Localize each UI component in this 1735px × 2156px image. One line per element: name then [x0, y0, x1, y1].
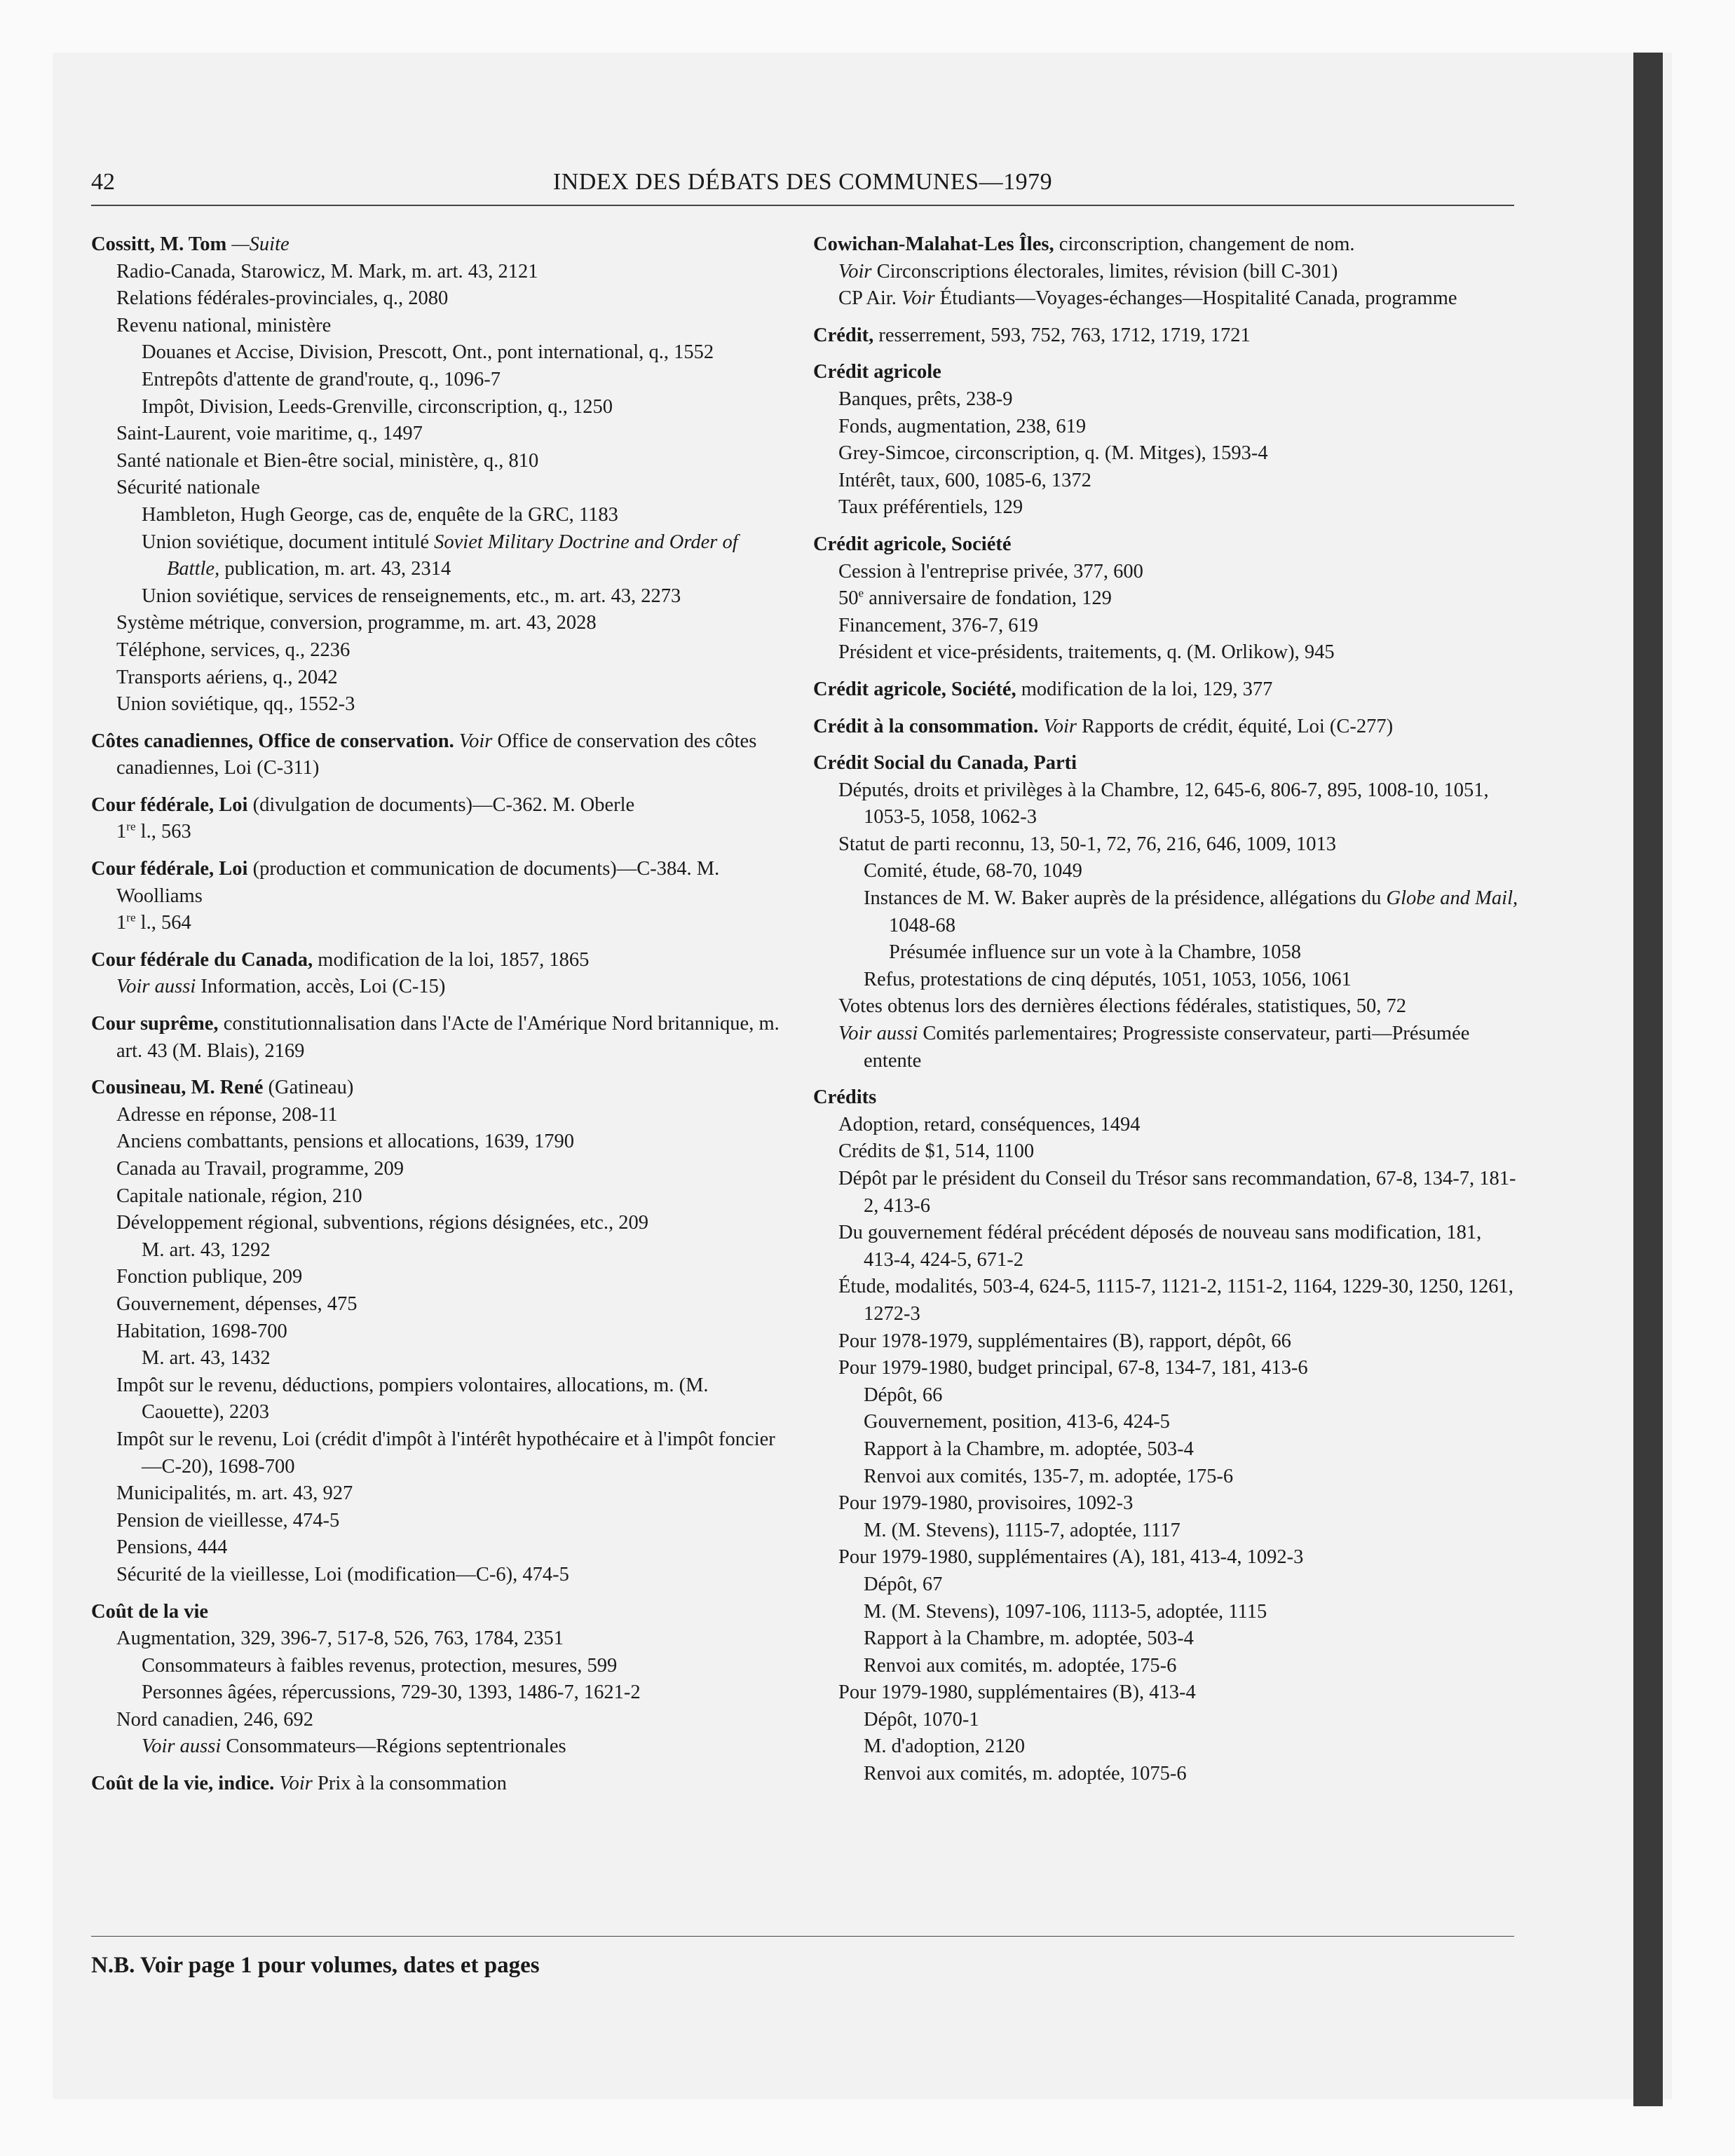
entry-subline	[91, 421, 792, 448]
entry-text: 1	[116, 821, 127, 843]
entry-text: Consommateurs—Régions septentrionales	[221, 1735, 566, 1758]
entry-heading	[91, 1074, 792, 1102]
entry-text: Comité, étude, 68-70, 1049	[864, 860, 1082, 882]
entry-text: Statut de parti reconnu, 13, 50-1, 72, 76, 216, 646, 1009, 1013	[838, 833, 1337, 855]
entry-heading	[813, 231, 1521, 259]
entry-text: Impôt, Division, Leeds-Grenville, circonscription, q., 1250	[142, 395, 613, 418]
entry-subline	[91, 1679, 792, 1707]
entry-text: Union soviétique, document intitulé	[142, 531, 435, 553]
entry-text: Cour suprême,	[91, 1013, 219, 1035]
entry-subline	[813, 1409, 1521, 1436]
entry-subline	[91, 1128, 792, 1156]
entry-text	[454, 730, 459, 752]
entry-text: re	[126, 819, 136, 833]
entry-text: Pour 1979-1980, supplémentaires (B), 413-4	[838, 1681, 1196, 1704]
entry-text: Pour 1979-1980, supplémentaires (A), 181, 413-4, 1092-3	[838, 1546, 1304, 1569]
entry-subline	[813, 858, 1521, 885]
entry-text: Capitale nationale, région, 210	[116, 1185, 362, 1207]
entry-text: l., 563	[135, 821, 191, 843]
entry-subline	[813, 1544, 1521, 1571]
entry-subline	[813, 1382, 1521, 1410]
entry-text: Union soviétique, services de renseignements, etc., m. art. 43, 2273	[142, 585, 681, 607]
entry-heading	[813, 750, 1521, 777]
entry-text: (production et communication de documents)—C-384. M. Woolliams	[116, 858, 720, 907]
entry-text: circonscription, changement de nom.	[1054, 233, 1355, 255]
entry-subline	[813, 885, 1521, 939]
entry-text: Crédit Social du Canada, Parti	[813, 752, 1077, 775]
entry-text: Crédits de $1, 514, 1100	[838, 1140, 1035, 1163]
entry-subline	[813, 1166, 1521, 1220]
index-entry	[91, 1074, 792, 1588]
index-entry	[813, 322, 1521, 350]
entry-text: Rapport à la Chambre, m. adoptée, 503-4	[864, 1438, 1194, 1460]
entry-text: Renvoi aux comités, m. adoptée, 1075-6	[864, 1763, 1187, 1785]
entry-text: Habitation, 1698-700	[116, 1320, 287, 1342]
index-entry	[813, 1084, 1521, 1787]
index-entry	[91, 947, 792, 1001]
entry-text: M. art. 43, 1432	[142, 1347, 271, 1370]
entry-heading	[91, 1770, 792, 1798]
entry-subline	[813, 993, 1521, 1021]
entry-subline	[91, 367, 792, 394]
entry-subline	[91, 1156, 792, 1183]
entry-subline	[813, 1464, 1521, 1491]
entry-text: Voir	[279, 1773, 313, 1795]
entry-subline	[813, 1653, 1521, 1680]
entry-text: Voir aussi	[838, 1023, 918, 1045]
entry-subline	[813, 639, 1521, 667]
entry-text: Soviet Military Doctrine and Order of Battle,	[167, 531, 738, 580]
entry-text: Santé nationale et Bien-être social, ministère, q., 810	[116, 449, 539, 472]
entry-subline	[91, 610, 792, 637]
entry-text: Crédit agricole, Société,	[813, 678, 1016, 700]
entry-text: M. art. 43, 1292	[142, 1239, 271, 1261]
entry-heading	[91, 728, 792, 782]
entry-text: Fonds, augmentation, 238, 619	[838, 415, 1087, 437]
entry-text: e	[858, 586, 864, 600]
entry-text: Grey-Simcoe, circonscription, q. (M. Mitges), 1593-4	[838, 442, 1268, 465]
entry-subline	[813, 1021, 1521, 1074]
entry-text: Renvoi aux comités, 135-7, m. adoptée, 175-6	[864, 1465, 1234, 1487]
entry-text: Radio-Canada, Starowicz, M. Mark, m. art. 43, 2121	[116, 260, 538, 282]
header-rule	[91, 205, 1514, 206]
entry-text: Prix à la consommation	[312, 1773, 507, 1795]
entry-text: Adoption, retard, conséquences, 1494	[838, 1113, 1141, 1135]
entry-subline	[813, 1220, 1521, 1274]
entry-subline	[813, 777, 1521, 831]
entry-text: Dépôt, 67	[864, 1573, 943, 1595]
page-title: INDEX DES DÉBATS DES COMMUNES—1979	[552, 169, 1053, 195]
entry-text: Circonscriptions électorales, limites, révision (bill C-301)	[871, 260, 1338, 282]
entry-text: Voir aussi	[116, 976, 196, 998]
index-entry	[91, 728, 792, 782]
entry-text: Crédit,	[813, 324, 874, 346]
entry-text: Personnes âgées, répercussions, 729-30, 1393, 1486-7, 1621-2	[142, 1681, 641, 1704]
entry-text: Adresse en réponse, 208-11	[116, 1103, 338, 1126]
entry-subline	[813, 1761, 1521, 1788]
entry-text: Dépôt par le président du Conseil du Trésor sans recommandation, 67-8, 134-7, 181-2, 413-6	[838, 1168, 1516, 1217]
entry-text: Nord canadien, 246, 692	[116, 1708, 313, 1731]
entry-subline	[813, 259, 1521, 286]
entry-text: Présumée influence sur un vote à la Chambre, 1058	[889, 941, 1302, 964]
entry-text: Globe and Mail,	[1386, 887, 1518, 910]
entry-text: 1048-68	[889, 914, 955, 936]
entry-text: Crédit agricole	[813, 361, 941, 383]
entry-subline	[813, 386, 1521, 414]
entry-subline	[91, 502, 792, 529]
entry-text: Crédits	[813, 1086, 877, 1109]
entry-text: Coût de la vie, indice.	[91, 1773, 275, 1795]
entry-subline	[813, 559, 1521, 586]
entry-subline	[91, 583, 792, 610]
entry-subline	[91, 529, 792, 583]
entry-text: Voir	[838, 260, 872, 282]
entry-text: Cousineau, M. René	[91, 1077, 264, 1099]
entry-text: Du gouvernement fédéral précédent déposés de nouveau sans modification, 181, 413-4, 424-5, 671-2	[838, 1222, 1482, 1271]
index-entry	[813, 231, 1521, 313]
entry-heading	[813, 1084, 1521, 1112]
entry-subline	[813, 440, 1521, 468]
entry-subline	[813, 1679, 1521, 1707]
entry-text: Hambleton, Hugh George, cas de, enquête de la GRC, 1183	[142, 503, 618, 526]
entry-heading	[813, 714, 1521, 741]
entry-text: Cour fédérale, Loi	[91, 793, 248, 816]
entry-text: Information, accès, Loi (C-15)	[196, 976, 446, 998]
index-column-right	[813, 231, 1521, 1798]
index-column-left	[91, 231, 792, 1808]
entry-text: Pour 1979-1980, budget principal, 67-8, 134-7, 181, 413-6	[838, 1357, 1308, 1379]
entry-text: Cossitt, M. Tom	[91, 233, 232, 255]
entry-subline	[813, 613, 1521, 640]
entry-text: constitutionnalisation dans l'Acte de l'Amérique Nord britannique, m. art. 43 (M. Blais), 2169	[116, 1013, 780, 1062]
entry-text: Augmentation, 329, 396-7, 517-8, 526, 763, 1784, 2351	[116, 1628, 564, 1650]
page-number: 42	[91, 169, 115, 195]
entry-text: M. d'adoption, 2120	[864, 1735, 1025, 1758]
entry-text: Taux préférentiels, 129	[838, 496, 1023, 519]
entry-text: M. (M. Stevens), 1115-7, adoptée, 1117	[864, 1519, 1181, 1541]
entry-text: Impôt sur le revenu, Loi (crédit d'impôt à l'intérêt hypothécaire et à l'impôt foncier—C-20), 1698-700	[116, 1428, 775, 1478]
entry-subline	[91, 339, 792, 367]
entry-text: Cour fédérale du Canada,	[91, 948, 313, 971]
entry-text: Crédit agricole, Société	[813, 533, 1012, 555]
entry-subline	[91, 1372, 792, 1426]
entry-text: Fonction publique, 209	[116, 1266, 303, 1288]
entry-heading	[91, 231, 792, 259]
entry-subline	[91, 1426, 792, 1480]
index-entry	[813, 359, 1521, 521]
entry-subline	[91, 1345, 792, 1372]
entry-text: M. (M. Stevens), 1097-106, 1113-5, adoptée, 1115	[864, 1600, 1267, 1623]
entry-text: Dépôt, 1070-1	[864, 1708, 979, 1731]
entry-text: Pour 1978-1979, supplémentaires (B), rapport, dépôt, 66	[838, 1330, 1291, 1352]
index-entry	[813, 531, 1521, 667]
entry-subline	[91, 475, 792, 502]
entry-text: Cowichan-Malahat-Les Îles,	[813, 233, 1054, 255]
entry-text: Revenu national, ministère	[116, 314, 332, 336]
entry-subline	[91, 1183, 792, 1210]
entry-subline	[91, 1625, 792, 1653]
entry-subline	[813, 1112, 1521, 1139]
entry-subline	[813, 1328, 1521, 1356]
entry-text: (divulgation de documents)—C-362. M. Oberle	[247, 793, 635, 816]
entry-subline	[91, 448, 792, 475]
entry-subline	[91, 285, 792, 313]
entry-subline	[91, 1102, 792, 1129]
entry-text: Pensions, 444	[116, 1536, 228, 1559]
entry-subline	[813, 1517, 1521, 1545]
entry-text: Président et vice-présidents, traitements, q. (M. Orlikow), 945	[838, 641, 1335, 664]
entry-text: Intérêt, taux, 600, 1085-6, 1372	[838, 469, 1091, 491]
entry-subline	[91, 394, 792, 421]
entry-text: l., 564	[135, 912, 191, 934]
entry-text: CP Air.	[838, 287, 902, 310]
index-entry	[91, 1770, 792, 1798]
entry-text: Voir	[458, 730, 493, 752]
entry-subline	[91, 1733, 792, 1761]
entry-text: Cession à l'entreprise privée, 377, 600	[838, 560, 1143, 582]
entry-subline	[91, 974, 792, 1001]
entry-subline	[813, 285, 1521, 313]
entry-text: resserrement, 593, 752, 763, 1712, 1719, 1721	[873, 324, 1251, 346]
entry-text: Rapport à la Chambre, m. adoptée, 503-4	[864, 1628, 1194, 1650]
entry-text: Système métrique, conversion, programme, m. art. 43, 2028	[116, 612, 597, 634]
entry-subline	[91, 1291, 792, 1318]
entry-text: Transports aériens, q., 2042	[116, 666, 338, 688]
entry-subline	[91, 1264, 792, 1291]
entry-text: Municipalités, m. art. 43, 927	[116, 1482, 353, 1505]
entry-subline	[91, 1653, 792, 1680]
entry-subline	[813, 1733, 1521, 1761]
entry-text: Cour fédérale, Loi	[91, 858, 248, 880]
entry-text: Téléphone, services, q., 2236	[116, 639, 351, 661]
running-header	[91, 163, 1514, 202]
entry-text: Voir aussi	[142, 1735, 222, 1758]
entry-text: Sécurité nationale	[116, 477, 260, 499]
index-entry	[91, 1011, 792, 1065]
entry-text: Union soviétique, qq., 1552-3	[116, 693, 355, 716]
entry-heading	[813, 676, 1521, 704]
entry-subline	[91, 1562, 792, 1589]
entry-subline	[91, 664, 792, 692]
entry-text: Anciens combattants, pensions et allocations, 1639, 1790	[116, 1131, 575, 1153]
entry-subline	[91, 691, 792, 718]
entry-text: Instances de M. W. Baker auprès de la présidence, allégations du	[864, 887, 1387, 910]
entry-text: Dépôt, 66	[864, 1384, 943, 1406]
entry-subline	[91, 1534, 792, 1562]
entry-subline	[813, 1274, 1521, 1328]
entry-subline	[91, 910, 792, 937]
entry-text: Pension de vieillesse, 474-5	[116, 1509, 340, 1531]
entry-subline	[813, 831, 1521, 859]
index-entry	[91, 1599, 792, 1761]
index-entry	[91, 231, 792, 718]
entry-subline	[91, 259, 792, 286]
entry-text: Entrepôts d'attente de grand'route, q., 1096-7	[142, 368, 501, 390]
entry-text: Députés, droits et privilèges à la Chambre, 12, 645-6, 806-7, 895, 1008-10, 1051, 1053-5, 1058, 1062-3	[838, 779, 1489, 828]
entry-subline	[91, 637, 792, 664]
entry-subline	[91, 1508, 792, 1535]
entry-text: Développement régional, subventions, régions désignées, etc., 209	[116, 1212, 649, 1234]
entry-subline	[813, 1138, 1521, 1166]
entry-subline	[813, 1625, 1521, 1653]
entry-text: Renvoi aux comités, m. adoptée, 175-6	[864, 1654, 1177, 1677]
entry-text: Consommateurs à faibles revenus, protection, mesures, 599	[142, 1654, 618, 1677]
entry-subline	[813, 1599, 1521, 1626]
entry-heading	[91, 1599, 792, 1626]
entry-text: Étude, modalités, 503-4, 624-5, 1115-7, 1121-2, 1151-2, 1164, 1229-30, 1250, 1261, 1272-3	[838, 1276, 1513, 1325]
entry-subline	[91, 819, 792, 846]
entry-text: Canada au Travail, programme, 209	[116, 1158, 404, 1180]
entry-text: Douanes et Accise, Division, Prescott, Ont., pont international, q., 1552	[142, 341, 714, 364]
entry-subline	[813, 1490, 1521, 1517]
entry-text: Côtes canadiennes, Office de conservation.	[91, 730, 454, 752]
entry-text: Coût de la vie	[91, 1600, 209, 1623]
entry-subline	[813, 967, 1521, 994]
entry-heading	[91, 947, 792, 974]
entry-text: Financement, 376-7, 619	[838, 614, 1038, 636]
entry-text: 1	[116, 912, 127, 934]
entry-text: publication, m. art. 43, 2314	[219, 558, 451, 580]
entry-heading	[813, 322, 1521, 350]
index-entry	[91, 792, 792, 846]
footer-note: N.B. Voir page 1 pour volumes, dates et pages	[91, 1953, 540, 1978]
entry-text: re	[126, 910, 136, 925]
entry-subline	[813, 1355, 1521, 1382]
entry-text: Voir	[1043, 715, 1077, 737]
entry-text: Office de conservation des côtes canadiennes, Loi (C-311)	[116, 730, 757, 779]
scan-edge-bar	[1633, 53, 1663, 2106]
entry-subline	[91, 1210, 792, 1237]
entry-subline	[91, 1318, 792, 1346]
entry-heading	[91, 792, 792, 819]
entry-subline	[91, 1480, 792, 1508]
entry-text: (Gatineau)	[263, 1077, 354, 1099]
entry-text: —Suite	[231, 233, 290, 255]
entry-text: Gouvernement, position, 413-6, 424-5	[864, 1411, 1170, 1433]
entry-text: Saint-Laurent, voie maritime, q., 1497	[116, 423, 423, 445]
entry-text: Rapports de crédit, équité, Loi (C-277)	[1077, 715, 1394, 737]
entry-heading	[813, 531, 1521, 559]
entry-heading	[91, 1011, 792, 1065]
entry-subline	[813, 1571, 1521, 1599]
entry-text: anniversaire de fondation, 129	[864, 587, 1112, 610]
entry-subline	[813, 939, 1521, 967]
entry-text: Gouvernement, dépenses, 475	[116, 1292, 358, 1315]
entry-text	[1038, 716, 1043, 737]
index-entry	[813, 714, 1521, 741]
entry-subline	[813, 1707, 1521, 1734]
entry-subline	[91, 1237, 792, 1264]
entry-heading	[91, 856, 792, 910]
entry-subline	[813, 1436, 1521, 1464]
entry-text: Comités parlementaires; Progressiste conservateur, parti—Présumée entente	[864, 1023, 1470, 1072]
entry-text: 50	[838, 587, 859, 610]
entry-subline	[91, 313, 792, 340]
entry-text: Voir	[901, 287, 935, 310]
entry-text: Pour 1979-1980, provisoires, 1092-3	[838, 1492, 1134, 1515]
entry-text: Refus, protestations de cinq députés, 1051, 1053, 1056, 1061	[864, 968, 1352, 990]
index-entry	[813, 676, 1521, 704]
entry-subline	[813, 414, 1521, 441]
entry-subline	[91, 1707, 792, 1734]
entry-text: Sécurité de la vieillesse, Loi (modification—C-6), 474-5	[116, 1563, 569, 1585]
entry-heading	[813, 359, 1521, 386]
entry-subline	[813, 585, 1521, 613]
index-entry	[813, 750, 1521, 1074]
footer-rule	[91, 1936, 1514, 1937]
entry-subline	[813, 468, 1521, 495]
entry-text: modification de la loi, 129, 377	[1016, 678, 1273, 700]
index-entry	[91, 856, 792, 937]
entry-text: Banques, prêts, 238-9	[838, 388, 1013, 410]
entry-text: modification de la loi, 1857, 1865	[313, 948, 590, 971]
entry-text: Relations fédérales-provinciales, q., 2080	[116, 287, 449, 310]
entry-text: Étudiants—Voyages-échanges—Hospitalité Canada, programme	[934, 287, 1457, 310]
entry-subline	[813, 494, 1521, 521]
entry-text: Impôt sur le revenu, déductions, pompiers volontaires, allocations, m. (M. Caouette), 2203	[116, 1374, 709, 1424]
entry-text: Crédit à la consommation.	[813, 715, 1039, 737]
entry-text: Votes obtenus lors des dernières élections fédérales, statistiques, 50, 72	[838, 995, 1406, 1018]
